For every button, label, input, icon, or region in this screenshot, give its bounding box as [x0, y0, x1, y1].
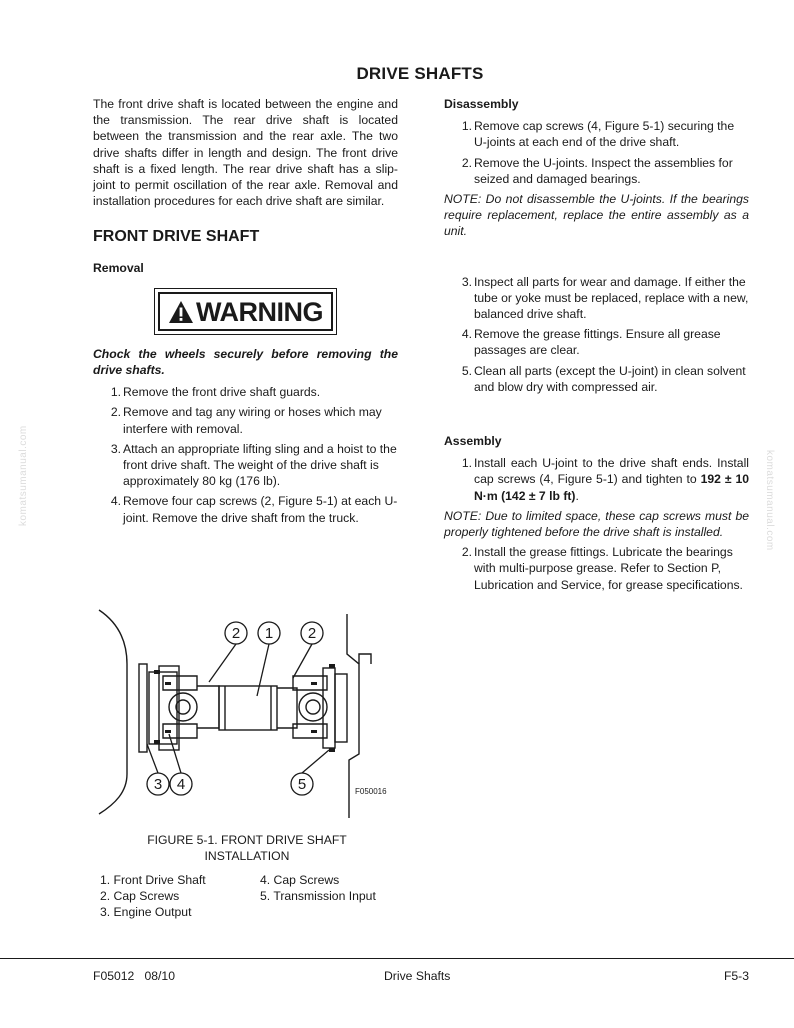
figure-caption: FIGURE 5-1. FRONT DRIVE SHAFT INSTALLATION	[147, 833, 347, 863]
list-item	[444, 544, 749, 593]
disassembly-steps-a	[444, 118, 749, 187]
callout-3: 3	[153, 776, 163, 793]
step-number: 1.	[110, 385, 121, 400]
step-number: 2.	[110, 405, 121, 420]
callout-2-left: 2	[231, 625, 241, 642]
step-number: 3.	[461, 274, 472, 289]
step-number: 4.	[110, 494, 121, 509]
figure-legend-left	[100, 873, 206, 920]
list-item	[93, 404, 398, 436]
list-item	[444, 363, 749, 395]
list-item	[444, 274, 749, 323]
callout-4: 4	[176, 776, 186, 793]
callout-5: 5	[297, 776, 307, 793]
warning-block	[93, 288, 398, 335]
warning-label: WARNING	[196, 296, 323, 327]
legend-item: 2. Cap Screws	[100, 888, 180, 903]
assembly-steps-a	[444, 455, 749, 504]
step-number: 3.	[110, 441, 121, 456]
step-number: 1.	[461, 456, 472, 471]
engine-housing-outline	[99, 610, 127, 814]
step-text: Inspect all parts for wear and damage. If either the tube or yoke must be replaced, replace with a new, balanced drive shaft.	[474, 274, 749, 322]
warning-caution-text: Chock the wheels securely before removing the drive shafts.	[93, 346, 398, 378]
list-item	[444, 118, 749, 150]
step-text: Attach an appropriate lifting sling and a hoist to the front drive shaft. The weight of the drive shaft is approximately 80 kg (176 lb).	[123, 441, 397, 489]
step-text: Install each U-joint to the drive shaft ends. Install cap screws (4, Figure 5-1) and tighten to 192 ± 10 N·m (142 ± 7 lb ft).	[474, 456, 750, 503]
list-item	[93, 493, 398, 525]
subsection-title-removal: Removal	[93, 260, 144, 275]
callout-2-right: 2	[307, 625, 317, 642]
step-text: Install the grease fittings. Lubricate the bearings with multi-purpose grease. Refer to Section P, Lubrication and Service, for grease specifications.	[474, 545, 743, 592]
footer-page-number: F5-3	[723, 969, 749, 983]
footer-doc-code: F05012 08/10	[93, 969, 175, 983]
subsection-title-assembly: Assembly	[444, 434, 502, 449]
list-item	[444, 326, 749, 358]
step-text: Remove four cap screws (2, Figure 5-1) at each U-joint. Remove the drive shaft from the truck.	[123, 494, 398, 525]
left-column	[93, 96, 398, 530]
step-number: 5.	[461, 363, 472, 378]
step-text: Remove the grease fittings. Ensure all grease passages are clear.	[474, 327, 721, 358]
figure-legend-right	[260, 873, 376, 905]
list-item	[444, 155, 749, 187]
assembly-note: NOTE: Due to limited space, these cap screws must be properly tightened before the drive shaft is installed.	[444, 508, 749, 540]
step-number: 2.	[461, 155, 472, 170]
step-text: Clean all parts (except the U-joint) in clean solvent and blow dry with compressed air.	[474, 363, 746, 394]
watermark-right: komatsumanual.com	[764, 450, 775, 551]
footer-divider	[0, 958, 794, 959]
intro-paragraph: The front drive shaft is located between the engine and the transmission. The rear drive shaft is located between the transmission and the rear axle. The two drive shafts differ in length and design. The front drive shaft is a fixed length. The rear drive shaft has a slip-joint to permit oscillation of the rear axle. Removal and installation procedures for each drive shaft are similar.	[93, 97, 398, 209]
watermark-left: komatsumanual.com	[18, 425, 29, 526]
page-title: DRIVE SHAFTS	[356, 64, 484, 83]
assembly-steps-b	[444, 544, 749, 593]
list-item	[444, 455, 749, 504]
disassembly-steps-b	[444, 274, 749, 395]
legend-item: 4. Cap Screws	[260, 873, 340, 887]
disassembly-note: NOTE: Do not disassemble the U-joints. If the bearings require replacement, replace the entire assembly as a unit.	[444, 192, 749, 239]
step-text: Remove and tag any wiring or hoses which may interfere with removal.	[123, 405, 382, 436]
step-text: Remove cap screws (4, Figure 5-1) securing the U-joints at each end of the drive shaft.	[474, 119, 735, 150]
engine-output-flange	[139, 664, 147, 752]
step-number: 2.	[461, 545, 472, 560]
figure-code: F050016	[355, 787, 387, 796]
section-title-front-drive-shaft: FRONT DRIVE SHAFT	[93, 228, 260, 246]
subsection-title-disassembly: Disassembly	[444, 97, 519, 111]
step-text: Remove the U-joints. Inspect the assemblies for seized and damaged bearings.	[474, 155, 733, 186]
removal-steps	[93, 384, 398, 526]
list-item	[93, 384, 398, 400]
torque-value: 192 ± 10 N·m (142 ± 7 lb ft)	[474, 472, 750, 503]
warning-box	[154, 288, 337, 335]
legend-item: 5. Transmission Input	[260, 888, 376, 903]
legend-item: 3. Engine Output	[100, 904, 192, 919]
step-number: 4.	[461, 327, 472, 342]
list-item	[93, 441, 398, 490]
front-drive-shaft-figure	[97, 604, 397, 818]
footer-section-name: Drive Shafts	[384, 969, 451, 983]
right-column	[444, 96, 749, 597]
step-number: 1.	[461, 119, 472, 134]
warning-triangle-icon	[168, 300, 194, 324]
callout-1: 1	[264, 625, 274, 642]
legend-item: 1. Front Drive Shaft	[100, 873, 206, 887]
step-text: Remove the front drive shaft guards.	[123, 385, 321, 400]
